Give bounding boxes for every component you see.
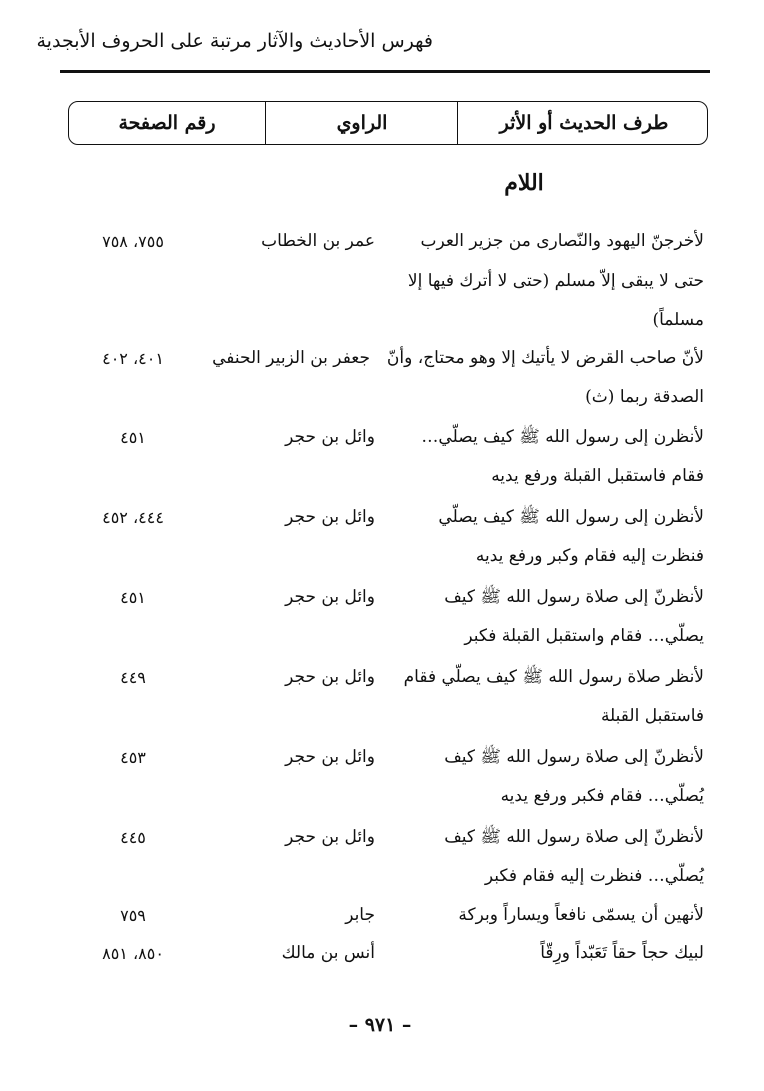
entry-pages: ٤٤٤، ٤٥٢ [102,508,164,527]
column-header-narrator: الراوي [265,102,458,144]
entry-narrator: عمر بن الخطاب [261,231,375,251]
entry-narrator: جابر [345,905,375,925]
entry-pages: ٤٤٩ [120,668,146,687]
entry-pages: ٤٥١ [120,428,146,447]
entry-pages: ٧٥٩ [120,906,146,925]
entry-text: لأنظرن إلى رسول الله ﷺ كيف يصلّي فنظرت إليه فقام وكبر ورفع يديه [438,507,704,566]
entry-narrator: جعفر بن الزبير الحنفي [212,348,370,368]
entry-text: حتى لا يبقى إلاّ مسلم (حتى لا أترك فيها إلا مسلماً) [407,271,704,330]
entry-narrator: وائل بن حجر [285,667,375,687]
column-header-hadith: طرف الحديث أو الأثر [457,102,710,144]
entry-narrator: وائل بن حجر [285,747,375,767]
entry-narrator: وائل بن حجر [285,587,375,607]
entry-text: لأنظرنّ إلى صلاة رسول الله ﷺ كيف يصلّي… فقام واستقبل القبلة فكبر [444,587,704,646]
entry-pages: ٤٥٣ [120,748,146,767]
column-header-page: رقم الصفحة [118,112,216,134]
entry-text: لأخرجنّ اليهود والنّصارى من جزير العرب [420,231,704,251]
entry-text: لأنهين أن يسمّى نافعاً ويساراً وبركة [458,905,704,925]
section-letter: اللام [504,170,544,196]
entry-text: لأنظرنّ إلى صلاة رسول الله ﷺ كيف يُصلّي… فقام فكبر ورفع يديه [444,747,704,806]
entry-pages: ٤٥١ [120,588,146,607]
entry-pages: ٤٠١، ٤٠٢ [102,349,164,368]
entry-text: لأنظرن إلى رسول الله ﷺ كيف يصلّي… فقام فاستقبل القبلة ورفع يديه [421,427,704,486]
entry-text: لبيك حجاً حقاً تَعَبّداً ورِقّاً [540,943,704,963]
column-header [68,101,708,145]
entry-narrator: أنس بن مالك [281,943,375,963]
entry-pages: ٨٥٠، ٨٥١ [102,944,164,963]
entry-narrator: وائل بن حجر [285,827,375,847]
entry-text: لأنّ صاحب القرض لا يأتيك إلا وهو محتاج، وأنّ الصدقة ربما (ث) [386,348,704,407]
entry-narrator: وائل بن حجر [285,427,375,447]
header-rule [60,70,710,73]
running-title: فهرس الأحاديث والآثار مرتبة على الحروف الأبجدية [36,30,433,52]
entry-pages: ٧٥٥، ٧٥٨ [102,232,164,251]
page-number: – ٩٧١ – [348,1014,412,1036]
entry-pages: ٤٤٥ [120,828,146,847]
entry-narrator: وائل بن حجر [285,507,375,527]
entry-text: لأنظرنّ إلى صلاة رسول الله ﷺ كيف يُصلّي… فنظرت إليه فقام فكبر [444,827,704,886]
entry-text: لأنظر صلاة رسول الله ﷺ كيف يصلّي فقام فاستقبل القبلة [403,667,704,726]
